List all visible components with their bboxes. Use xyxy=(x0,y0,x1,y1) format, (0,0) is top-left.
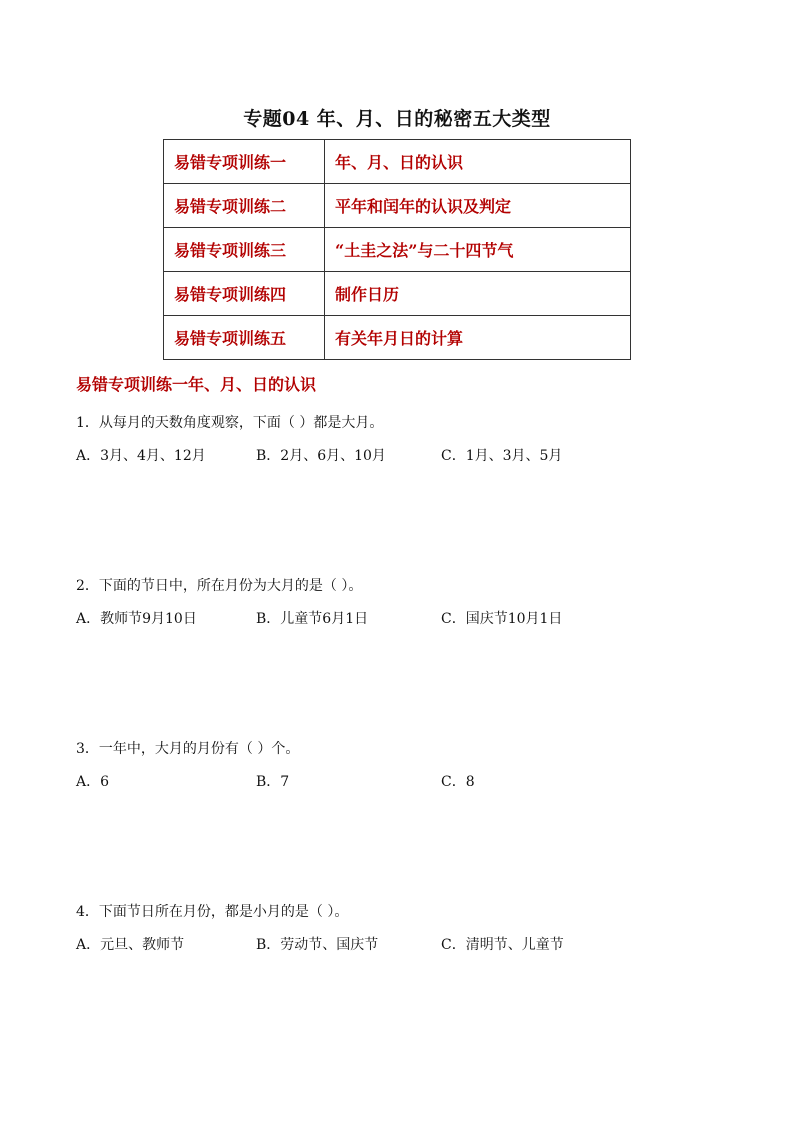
training-label: 易错专项训练四 xyxy=(164,272,325,316)
page-title: 专题04 年、月、日的秘密五大类型 xyxy=(243,108,551,130)
option-b: B．2月、6月、10月 xyxy=(256,448,386,464)
table-row xyxy=(164,272,631,316)
training-topic: 年、月、日的认识 xyxy=(325,140,631,184)
option-c: C．1月、3月、5月 xyxy=(441,448,563,464)
topics-table xyxy=(163,139,631,360)
table-row xyxy=(164,228,631,272)
option-a: A．教师节9月10日 xyxy=(76,611,197,627)
training-topic: “土圭之法”与二十四节气 xyxy=(325,228,631,272)
question-stem: 4．下面节日所在月份，都是小月的是（ ）。 xyxy=(76,904,349,920)
section-heading: 易错专项训练一年、月、日的认识 xyxy=(76,375,317,394)
option-a: A．3月、4月、12月 xyxy=(76,448,206,464)
option-b: B．7 xyxy=(256,774,290,790)
option-b: B．劳动节、国庆节 xyxy=(256,937,379,953)
question-stem: 3．一年中，大月的月份有（ ）个。 xyxy=(76,741,300,757)
question-stem: 2．下面的节日中，所在月份为大月的是（ ）。 xyxy=(76,578,363,594)
option-c: C．8 xyxy=(441,774,475,790)
table-row xyxy=(164,140,631,184)
training-label: 易错专项训练三 xyxy=(164,228,325,272)
table-row xyxy=(164,184,631,228)
question-stem: 1．从每月的天数角度观察，下面（ ）都是大月。 xyxy=(76,415,384,431)
option-a: A．元旦、教师节 xyxy=(76,937,185,953)
option-c: C．国庆节10月1日 xyxy=(441,611,563,627)
training-topic: 制作日历 xyxy=(325,272,631,316)
training-label: 易错专项训练五 xyxy=(164,316,325,360)
training-topic: 有关年月日的计算 xyxy=(325,316,631,360)
table-row xyxy=(164,316,631,360)
option-b: B．儿童节6月1日 xyxy=(256,611,369,627)
training-label: 易错专项训练一 xyxy=(164,140,325,184)
option-c: C．清明节、儿童节 xyxy=(441,937,564,953)
training-label: 易错专项训练二 xyxy=(164,184,325,228)
option-a: A．6 xyxy=(76,774,110,790)
training-topic: 平年和闰年的认识及判定 xyxy=(325,184,631,228)
